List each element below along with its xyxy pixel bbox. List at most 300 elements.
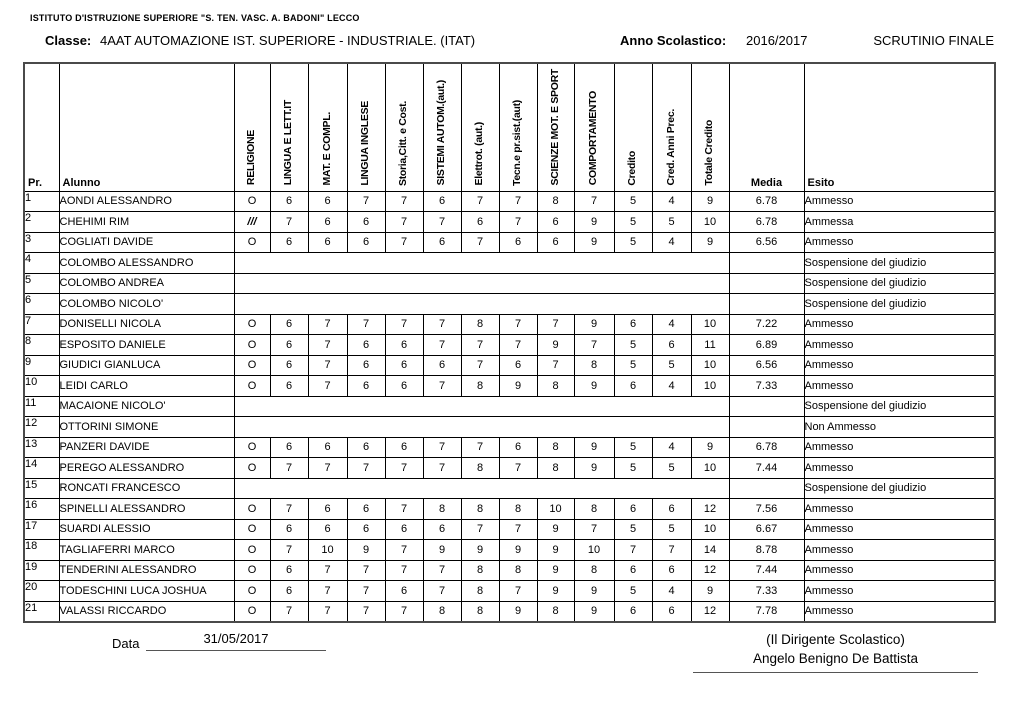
grade-cell: 8	[537, 601, 574, 622]
grade-cell: 6	[347, 212, 385, 233]
grade-cell: 5	[652, 458, 691, 479]
empty-grades-cell	[234, 478, 729, 499]
grade-cell: O	[234, 519, 270, 540]
esito-cell: Ammesso	[804, 191, 995, 212]
grade-cell: 10	[574, 540, 614, 561]
row-number-cell: 11	[24, 396, 59, 417]
grade-cell: 6	[308, 232, 347, 253]
row-number-cell: 19	[24, 560, 59, 581]
media-cell	[729, 294, 804, 315]
grade-cell: 5	[652, 212, 691, 233]
grade-cell: 8	[537, 437, 574, 458]
grade-cell: 6	[423, 191, 461, 212]
grade-cell: 6	[652, 560, 691, 581]
grade-cell: 8	[537, 191, 574, 212]
grade-cell: 9	[499, 601, 537, 622]
esito-cell: Sospensione del giudizio	[804, 273, 995, 294]
grade-cell: 9	[691, 191, 729, 212]
grade-cell: 7	[308, 335, 347, 356]
empty-grades-cell	[234, 396, 729, 417]
rotated-column-label: Credito	[626, 150, 639, 186]
media-cell: 8.78	[729, 540, 804, 561]
grade-cell: 9	[461, 540, 499, 561]
grade-cell: 6	[308, 191, 347, 212]
esito-cell: Non Ammesso	[804, 417, 995, 438]
student-name-cell: OTTORINI SIMONE	[59, 417, 234, 438]
table-row	[24, 396, 995, 417]
media-cell: 7.33	[729, 376, 804, 397]
data-label: Data	[112, 636, 140, 651]
grade-cell: 6	[347, 355, 385, 376]
esito-cell: Sospensione del giudizio	[804, 478, 995, 499]
esito-cell: Ammesso	[804, 376, 995, 397]
grade-cell: 6	[385, 581, 423, 602]
grade-cell: 7	[537, 355, 574, 376]
grade-cell: 7	[499, 335, 537, 356]
table-row	[24, 335, 995, 356]
grade-cell: 8	[461, 560, 499, 581]
grade-cell: 7	[385, 540, 423, 561]
row-number-cell: 7	[24, 314, 59, 335]
grade-cell: 7	[270, 601, 308, 622]
grade-cell: 4	[652, 376, 691, 397]
grade-cell: O	[234, 191, 270, 212]
table-row	[24, 191, 995, 212]
grade-cell: 9	[537, 540, 574, 561]
grade-cell: 7	[574, 191, 614, 212]
signature-block	[693, 631, 978, 673]
grade-cell: 7	[347, 314, 385, 335]
grade-cell: O	[234, 335, 270, 356]
grade-cell: 7	[385, 560, 423, 581]
rotated-column-header	[574, 63, 614, 191]
grade-cell: 9	[499, 540, 537, 561]
rotated-column-header	[691, 63, 729, 191]
grade-cell: 4	[652, 232, 691, 253]
grade-cell: 8	[461, 314, 499, 335]
grade-cell: 7	[461, 355, 499, 376]
grade-cell: 9	[347, 540, 385, 561]
grade-cell: 9	[574, 232, 614, 253]
rotated-column-label: LINGUA E LETT.IT	[282, 100, 295, 186]
grade-cell: 7	[499, 191, 537, 212]
grade-cell: 6	[308, 212, 347, 233]
grade-cell: 8	[499, 499, 537, 520]
student-name-cell: COLOMBO NICOLO'	[59, 294, 234, 315]
media-cell: 7.44	[729, 560, 804, 581]
media-cell: 7.78	[729, 601, 804, 622]
grade-cell: 6	[461, 212, 499, 233]
grade-cell: 10	[691, 314, 729, 335]
column-header-media: Media	[729, 63, 804, 191]
grade-cell: 5	[614, 581, 652, 602]
grade-cell: O	[234, 355, 270, 376]
media-cell: 6.56	[729, 232, 804, 253]
table-row	[24, 437, 995, 458]
grade-cell: 9	[423, 540, 461, 561]
empty-grades-cell	[234, 417, 729, 438]
table-row	[24, 417, 995, 438]
student-name-cell: VALASSI RICCARDO	[59, 601, 234, 622]
data-value: 31/05/2017	[146, 616, 326, 651]
grade-cell: 6	[347, 499, 385, 520]
empty-grades-cell	[234, 253, 729, 274]
row-number-cell: 10	[24, 376, 59, 397]
grade-cell: 6	[347, 335, 385, 356]
grade-cell: 9	[499, 376, 537, 397]
grade-cell: 10	[308, 540, 347, 561]
grade-cell: 6	[270, 581, 308, 602]
media-cell	[729, 273, 804, 294]
grade-cell: 10	[691, 519, 729, 540]
anno-scolastico-value: 2016/2017	[746, 33, 808, 48]
rotated-column-header	[385, 63, 423, 191]
table-row	[24, 253, 995, 274]
student-name-cell: RONCATI FRANCESCO	[59, 478, 234, 499]
grade-cell: 12	[691, 601, 729, 622]
row-number-cell: 16	[24, 499, 59, 520]
rotated-column-label: Elettrot. (aut.)	[473, 122, 486, 186]
grade-cell: 9	[574, 376, 614, 397]
table-row	[24, 540, 995, 561]
classe-label: Classe:	[45, 33, 92, 48]
grade-cell: 6	[347, 519, 385, 540]
grade-cell: 6	[385, 519, 423, 540]
rotated-column-header	[499, 63, 537, 191]
grade-cell: 6	[614, 376, 652, 397]
grade-cell: 7	[385, 458, 423, 479]
media-cell: 7.44	[729, 458, 804, 479]
grade-cell: 8	[537, 458, 574, 479]
row-number-cell: 6	[24, 294, 59, 315]
grade-cell: 8	[461, 499, 499, 520]
rotated-column-header	[423, 63, 461, 191]
grade-cell: 7	[423, 581, 461, 602]
grade-cell: 7	[537, 314, 574, 335]
grade-cell: 7	[347, 191, 385, 212]
row-number-cell: 15	[24, 478, 59, 499]
grade-cell: 8	[461, 458, 499, 479]
grade-cell: 7	[270, 212, 308, 233]
grade-cell: 8	[574, 355, 614, 376]
grade-cell: 4	[652, 191, 691, 212]
grade-cell: 12	[691, 499, 729, 520]
row-number-cell: 2	[24, 212, 59, 233]
grade-cell: O	[234, 314, 270, 335]
grade-cell: 8	[574, 560, 614, 581]
grade-cell: O	[234, 560, 270, 581]
grade-cell: 7	[347, 601, 385, 622]
grade-cell: 6	[270, 519, 308, 540]
grade-cell: 10	[691, 458, 729, 479]
student-name-cell: TAGLIAFERRI MARCO	[59, 540, 234, 561]
column-header-esito: Esito	[804, 63, 995, 191]
esito-cell: Ammesso	[804, 540, 995, 561]
grade-cell: 6	[537, 212, 574, 233]
esito-cell: Sospensione del giudizio	[804, 294, 995, 315]
grade-cell: O	[234, 601, 270, 622]
media-cell: 6.56	[729, 355, 804, 376]
grade-cell: 5	[614, 458, 652, 479]
student-name-cell: LEIDI CARLO	[59, 376, 234, 397]
grade-cell: 7	[308, 376, 347, 397]
row-number-cell: 17	[24, 519, 59, 540]
grade-cell: 4	[652, 581, 691, 602]
row-number-cell: 9	[24, 355, 59, 376]
grade-cell: 6	[347, 437, 385, 458]
scrutinio-finale-title: SCRUTINIO FINALE	[873, 33, 994, 48]
esito-cell: Ammesso	[804, 458, 995, 479]
rotated-column-header	[234, 63, 270, 191]
rotated-column-label: SISTEMI AUTOM.(aut.)	[435, 80, 448, 186]
esito-cell: Ammesso	[804, 499, 995, 520]
anno-scolastico-label: Anno Scolastico:	[620, 33, 727, 48]
grade-cell: 6	[270, 355, 308, 376]
empty-grades-cell	[234, 273, 729, 294]
rotated-column-header	[308, 63, 347, 191]
grade-cell: 7	[385, 499, 423, 520]
media-cell	[729, 478, 804, 499]
grade-cell: 5	[614, 355, 652, 376]
grade-cell: 6	[385, 376, 423, 397]
rotated-column-header	[537, 63, 574, 191]
classe-value: 4AAT AUTOMAZIONE IST. SUPERIORE - INDUSTRIALE. (ITAT)	[100, 33, 476, 48]
grade-cell: 7	[308, 560, 347, 581]
rotated-column-header	[347, 63, 385, 191]
student-name-cell: ESPOSITO DANIELE	[59, 335, 234, 356]
grade-cell: 6	[385, 335, 423, 356]
grade-cell: 6	[308, 499, 347, 520]
student-name-cell: COLOMBO ALESSANDRO	[59, 253, 234, 274]
grade-cell: 7	[461, 335, 499, 356]
grade-cell: 6	[652, 499, 691, 520]
row-number-cell: 1	[24, 191, 59, 212]
media-cell: 7.22	[729, 314, 804, 335]
grade-cell: 7	[385, 212, 423, 233]
row-number-cell: 21	[24, 601, 59, 622]
media-cell: 6.78	[729, 212, 804, 233]
grade-cell: 7	[574, 519, 614, 540]
student-name-cell: SPINELLI ALESSANDRO	[59, 499, 234, 520]
grade-cell: 6	[499, 355, 537, 376]
grade-cell: O	[234, 437, 270, 458]
grade-cell: 7	[308, 581, 347, 602]
grade-cell: 6	[614, 560, 652, 581]
grade-cell: 7	[308, 601, 347, 622]
table-row	[24, 499, 995, 520]
table-row	[24, 294, 995, 315]
school-name: ISTITUTO D'ISTRUZIONE SUPERIORE "S. TEN. VASC. A. BADONI" LECCO	[30, 13, 360, 23]
grade-cell: 5	[614, 212, 652, 233]
rotated-column-label: Totale Credito	[703, 119, 716, 186]
grade-cell: 7	[270, 499, 308, 520]
grade-cell: 9	[574, 581, 614, 602]
rotated-column-label: Storia,Citt. e Cost.	[397, 100, 410, 186]
grade-cell: 8	[461, 376, 499, 397]
student-name-cell: GIUDICI GIANLUCA	[59, 355, 234, 376]
esito-cell: Sospensione del giudizio	[804, 253, 995, 274]
grade-cell: 8	[461, 601, 499, 622]
grade-cell: 6	[537, 232, 574, 253]
grade-cell: 7	[423, 458, 461, 479]
grade-cell: 6	[270, 560, 308, 581]
rotated-column-label: SCIENZE MOT. E SPORT	[548, 69, 561, 186]
student-name-cell: COGLIATI DAVIDE	[59, 232, 234, 253]
row-number-cell: 12	[24, 417, 59, 438]
empty-grades-cell	[234, 294, 729, 315]
table-row	[24, 314, 995, 335]
grade-cell: 6	[347, 376, 385, 397]
row-number-cell: 13	[24, 437, 59, 458]
student-name-cell: SUARDI ALESSIO	[59, 519, 234, 540]
grade-cell: 4	[652, 437, 691, 458]
grade-cell: 9	[691, 437, 729, 458]
grade-cell: 7	[423, 212, 461, 233]
grade-cell: 7	[652, 540, 691, 561]
rotated-column-label: Tecn.e pr.sist.(aut)	[511, 99, 524, 186]
grade-cell: 9	[574, 437, 614, 458]
row-number-cell: 3	[24, 232, 59, 253]
grade-cell: O	[234, 499, 270, 520]
table-row	[24, 355, 995, 376]
grade-cell: 9	[537, 335, 574, 356]
grade-cell: 7	[461, 437, 499, 458]
grade-cell: 7	[499, 581, 537, 602]
grade-cell: 7	[499, 314, 537, 335]
row-number-cell: 4	[24, 253, 59, 274]
grade-cell: 7	[461, 232, 499, 253]
grade-cell: 12	[691, 560, 729, 581]
table-row	[24, 273, 995, 294]
grade-cell: O	[234, 581, 270, 602]
grade-cell: 7	[423, 560, 461, 581]
grade-cell: 8	[537, 376, 574, 397]
grade-cell: 7	[499, 519, 537, 540]
grade-cell: 7	[308, 355, 347, 376]
media-cell: 6.67	[729, 519, 804, 540]
grade-cell: 7	[499, 458, 537, 479]
student-name-cell: PANZERI DAVIDE	[59, 437, 234, 458]
grade-cell: 7	[385, 232, 423, 253]
grade-cell: 5	[614, 232, 652, 253]
table-row	[24, 478, 995, 499]
media-cell	[729, 396, 804, 417]
grade-cell: 7	[461, 519, 499, 540]
grade-cell: 7	[270, 540, 308, 561]
rotated-column-label: RELIGIONE	[245, 130, 258, 186]
student-name-cell: CHEHIMI RIM	[59, 212, 234, 233]
grade-cell: 7	[347, 581, 385, 602]
grade-cell: 9	[574, 458, 614, 479]
dirigente-name: Angelo Benigno De Battista	[693, 649, 978, 673]
grade-cell: 7	[308, 458, 347, 479]
esito-cell: Ammesso	[804, 437, 995, 458]
esito-cell: Sospensione del giudizio	[804, 396, 995, 417]
esito-cell: Ammessa	[804, 212, 995, 233]
table-row	[24, 458, 995, 479]
row-number-cell: 8	[24, 335, 59, 356]
table-row	[24, 581, 995, 602]
media-cell	[729, 417, 804, 438]
column-header-alunno: Alunno	[59, 63, 234, 191]
grade-cell: 6	[423, 519, 461, 540]
grade-cell: 7	[308, 314, 347, 335]
esito-cell: Ammesso	[804, 581, 995, 602]
grade-cell: O	[234, 376, 270, 397]
grade-cell: 7	[347, 458, 385, 479]
esito-cell: Ammesso	[804, 232, 995, 253]
grade-cell: 6	[652, 335, 691, 356]
grade-cell: 7	[270, 458, 308, 479]
grade-cell: 6	[614, 499, 652, 520]
grades-table	[23, 62, 996, 623]
media-cell: 6.89	[729, 335, 804, 356]
grade-cell: 11	[691, 335, 729, 356]
grade-cell: 7	[423, 376, 461, 397]
grade-cell: O	[234, 540, 270, 561]
grade-cell: 5	[614, 191, 652, 212]
grade-cell: 9	[691, 232, 729, 253]
grade-cell: 7	[423, 437, 461, 458]
grade-cell: 7	[385, 191, 423, 212]
grade-cell: 6	[499, 232, 537, 253]
grade-cell: O	[234, 458, 270, 479]
esito-cell: Ammesso	[804, 355, 995, 376]
student-name-cell: MACAIONE NICOLO'	[59, 396, 234, 417]
esito-cell: Ammesso	[804, 601, 995, 622]
row-number-cell: 5	[24, 273, 59, 294]
grade-cell: 5	[614, 519, 652, 540]
student-name-cell: AONDI ALESSANDRO	[59, 191, 234, 212]
grade-cell: 7	[461, 191, 499, 212]
grade-cell: 9	[691, 581, 729, 602]
grade-cell: 9	[537, 519, 574, 540]
rotated-column-label: MAT. E COMPL.	[320, 112, 333, 186]
rotated-column-label: Cred. Anni Prec.	[664, 109, 677, 186]
student-name-cell: DONISELLI NICOLA	[59, 314, 234, 335]
rotated-column-header	[652, 63, 691, 191]
grade-cell: 6	[270, 376, 308, 397]
media-cell: 6.78	[729, 437, 804, 458]
grade-cell: 8	[499, 560, 537, 581]
grade-cell: 9	[574, 212, 614, 233]
grade-cell: 4	[652, 314, 691, 335]
esito-cell: Ammesso	[804, 335, 995, 356]
grade-cell: 6	[423, 355, 461, 376]
rotated-column-header	[614, 63, 652, 191]
grade-cell: 10	[691, 355, 729, 376]
rotated-column-label: COMPORTAMENTO	[587, 91, 600, 186]
grade-cell: 10	[691, 376, 729, 397]
student-name-cell: TENDERINI ALESSANDRO	[59, 560, 234, 581]
media-cell: 7.33	[729, 581, 804, 602]
grade-cell: 7	[423, 335, 461, 356]
dirigente-title: (Il Dirigente Scolastico)	[766, 632, 905, 647]
grade-cell: 6	[308, 519, 347, 540]
grade-cell: 9	[537, 581, 574, 602]
grade-cell: 7	[423, 314, 461, 335]
table-row	[24, 519, 995, 540]
media-cell	[729, 253, 804, 274]
grade-cell: 8	[574, 499, 614, 520]
rotated-column-header	[461, 63, 499, 191]
grade-cell: 7	[385, 314, 423, 335]
grade-cell: 6	[347, 232, 385, 253]
grade-cell: 10	[537, 499, 574, 520]
grade-cell: O	[234, 232, 270, 253]
grade-cell: 9	[537, 560, 574, 581]
grade-cell: 8	[423, 499, 461, 520]
